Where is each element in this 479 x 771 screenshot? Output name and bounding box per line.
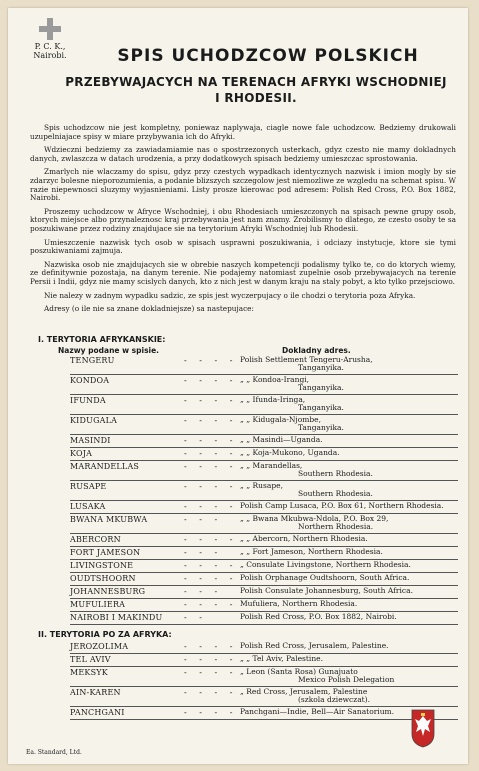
column-header-names: Nazwy podane w spisie. [58,346,160,355]
address [240,688,370,704]
address-line-2: (szkola dziewczat). [298,695,370,704]
address-line-1: „ „ Kidugala-Njombe, [240,415,321,424]
intro-paragraph: Nazwiska osob nie znajdujacych sie w obrebie naszych kompetencji podalismy tylko te, co do ktorych wiemy, ze definitywnie pozostaja, na danym terenie. Nie podajemy natomiast zupelnie osob przebywajacych na terenie Persii i Indii, gdyz nie mamy scislych danych, kto z nich jest w danym kraju na staly pobyt, a kto tylko przejsciowo. [30,259,456,286]
place-name: LIVINGSTONE [70,561,134,570]
place-name: JEROZOLIMA [70,642,129,651]
list-item [8,514,468,531]
place-name: ABERCORN [70,535,121,544]
address-line-1: „ Leon (Santa Rosa) Gunajuato [240,667,358,676]
address [240,708,394,716]
column-header-address: Dokladny adres. [282,346,351,355]
address-line-1: „ „ Marandellas, [240,461,303,470]
place-name: MARANDELLAS [70,462,140,471]
leader-dashes: - - - - [184,561,238,570]
address-line-2: Southern Rhodesia. [298,489,373,498]
page-title: SPIS UCHODZCOW POLSKICH [117,46,419,66]
address-line-2: Southern Rhodesia. [298,469,373,478]
list-item [8,375,468,392]
leader-dashes: - - - - [184,708,238,717]
address [240,548,383,556]
place-name: JOHANNESBURG [70,587,146,596]
leader-dashes: - - [184,613,207,622]
address-line-1: Polish Settlement Tengeru-Arusha, [240,355,373,364]
leader-dashes: - - - - [184,462,238,471]
address-line-1: „ Consulate Livingstone, Northern Rhodesia. [240,560,411,569]
address [240,668,394,684]
leader-dashes: - - - - [184,356,238,365]
address-line-2: Tanganyika. [298,403,344,412]
address [240,482,373,498]
list-item [8,687,468,704]
intro-text [30,124,456,319]
address-line-1: „ „ Bwana Mkubwa-Ndola, P.O. Box 29, [240,514,389,523]
leader-dashes: - - - - [184,502,238,511]
list-item [8,481,468,498]
leader-dashes: - - - - [184,688,238,697]
address [240,416,344,432]
org-line-1: P. C. K., [34,42,66,51]
intro-paragraph: Proszemy uchodzcow w Afryce Wschodniej, i obu Rhodesiach umieszczonych na spisach pewne grupy osob, ktorych miejsce albo przynaleznosc kraj przebywania jest nam znamy. Zrobilismy to dlatego, ze czesto osoby te sa poszukiwane przez rodziny znajdujace sie na terytorium Afryki Wschodniej lub Rhodesii. [30,206,456,233]
list-item [8,395,468,412]
place-name: LUSAKA [70,502,106,511]
address-line-1: Polish Red Cross, P.O. Box 1882, Nairobi. [240,612,397,621]
leader-dashes: - - - - [184,436,238,445]
address-line-2: Tanganyika. [298,383,344,392]
address-line-1: Polish Camp Lusaca, P.O. Box 61, Northern Rhodesia. [240,501,444,510]
leader-dashes: - - - - [184,668,238,677]
address-line-1: Panchgani—Indie, Bell—Air Sanatorium. [240,707,395,716]
address-line-1: „ „ Masindi—Uganda. [240,435,323,444]
place-name: RUSAPE [70,482,107,491]
place-name: PANCHGANI [70,708,125,717]
intro-paragraph: Zmarlych nie wlaczamy do spisu, gdyz przy czestych wypadkach identycznych nazwisk i imion mogly by sie zdarzyc bolesne nieporozumienia, a podanie blizszych szczegolow jest niemozliwe ze wzgledu na schemat spisu. W razie niepewnosci sluzymy wyjasnieniami. Listy prosze kierowac pod adresem: Polish Red Cross, P.O. Box 1882, Nairobi. [30,167,456,203]
address-line-1: Polish Orphanage Oudtshoorn, South Africa. [240,573,410,582]
place-name: MASINDI [70,436,111,445]
page-subtitle [64,74,448,106]
address-line-2: Mexico Polish Delegation [298,675,395,684]
place-name: MUFULIERA [70,600,126,609]
address-line-1: „ „ Koja-Mukono, Uganda. [240,448,340,457]
red-cross-icon [39,18,61,40]
address [240,600,357,608]
list-item [8,667,468,684]
place-name: MEKSYK [70,668,108,677]
address [240,655,323,663]
place-name: KOJA [70,449,93,458]
document-page [8,8,468,764]
place-name: TEL AVIV [70,655,111,664]
address [240,561,411,569]
list-item [8,415,468,432]
subtitle-line-1: PRZEBYWAJACYCH NA TERENACH AFRYKI WSCHODNIEJ [65,75,447,89]
address [240,515,388,531]
address [240,449,340,457]
address [240,436,323,444]
leader-dashes: - - - [184,587,223,596]
address [240,613,397,621]
address [240,587,413,595]
address-line-1: „ „ Ifunda-Iringa, [240,395,306,404]
address-line-1: „ „ Tel Aviv, Palestine. [240,654,323,663]
leader-dashes: - - - - [184,642,238,651]
address [240,574,409,582]
leader-dashes: - - - [184,548,223,557]
place-name: FORT JAMESON [70,548,141,557]
intro-paragraph: Umieszczenie nazwisk tych osob w spisach usprawni poszukiwania, i odciazy instytucje, ktore sie tymi poszukiwaniami zajmuja. [30,237,456,256]
address [240,642,389,650]
section-2-heading: II. TERYTORIA PO ZA AFRYKA: [38,630,172,639]
intro-paragraph: Wdzieczni bedziemy za zawiadamiamie nas o spostrzezonych usterkach, gdyz czesto nie mamy dokladnych danych, zwlaszcza w datach urodzenia, a przy dodatkowych spisach bedziemy umieszczac sprostowania. [30,145,456,163]
address-line-2: Tanganyika. [298,363,344,372]
address-line-1: „ „ Fort Jameson, Northern Rhodesia. [240,547,383,556]
list-item [8,355,468,372]
leader-dashes: - - - - [184,482,238,491]
address [240,502,444,510]
leader-dashes: - - - - [184,376,238,385]
address-line-2: Tanganyika. [298,423,344,432]
intro-paragraph: Spis uchodzcow nie jest kompletny, poniewaz naplywaja, ciagle nowe fale uchodzcow. Bedziemy drukowali uzupelniajace spisy w miare przybywania ich do Afryki. [30,123,456,141]
polish-eagle-crest-icon [410,708,436,748]
address-line-1: „ „ Rusape, [240,481,283,490]
leader-dashes: - - - - [184,535,238,544]
address-line-1: „ „ Abercorn, Northern Rhodesia. [240,534,368,543]
address-line-1: „ „ Kondoa-Irangi, [240,375,310,384]
intro-paragraph: Adresy (o ile nie sa znane dokladniejsze) sa nastepujace: [44,304,254,314]
address [240,376,344,392]
address-line-1: „ Red Cross, Jerusalem, Palestine [240,687,368,696]
leader-dashes: - - - - [184,574,238,583]
address-line-2: Northern Rhodesia. [298,522,374,531]
row-divider [70,624,458,625]
place-name: BWANA MKUBWA [70,515,148,524]
section-1-heading: I. TERYTORIA AFRYKANSKIE: [38,335,166,344]
address-line-1: Polish Red Cross, Jerusalem, Palestine. [240,641,389,650]
place-name: AIN-KAREN [70,688,121,697]
org-line-2: Nairobi. [33,51,67,60]
leader-dashes: - - - - [184,600,238,609]
address [240,535,368,543]
leader-dashes: - - - - [184,449,238,458]
address [240,356,373,372]
list-item [8,461,468,478]
address-line-1: Polish Consulate Johannesburg, South Africa. [240,586,413,595]
leader-dashes: - - - [184,515,223,524]
address [240,396,344,412]
address [240,462,373,478]
row-divider [70,719,458,720]
subtitle-line-2: I RHODESII. [215,91,297,105]
place-name: IFUNDA [70,396,106,405]
place-name: NAIROBI I MAKINDU [70,613,163,622]
intro-paragraph: Nie nalezy w zadnym wypadku sadzic, ze spis jest wyczerpujacy o ile chodzi o terytoria poza Afryka. [44,290,416,300]
leader-dashes: - - - - [184,655,238,664]
organization-mark [26,18,74,60]
leader-dashes: - - - - [184,396,238,405]
printer-imprint: Ea. Standard, Ltd. [26,749,82,756]
place-name: OUDTSHOORN [70,574,136,583]
place-name: TENGERU [70,356,115,365]
place-name: KONDOA [70,376,110,385]
leader-dashes: - - - - [184,416,238,425]
address-line-1: Mufuliera, Northern Rhodesia. [240,599,358,608]
place-name: KIDUGALA [70,416,118,425]
